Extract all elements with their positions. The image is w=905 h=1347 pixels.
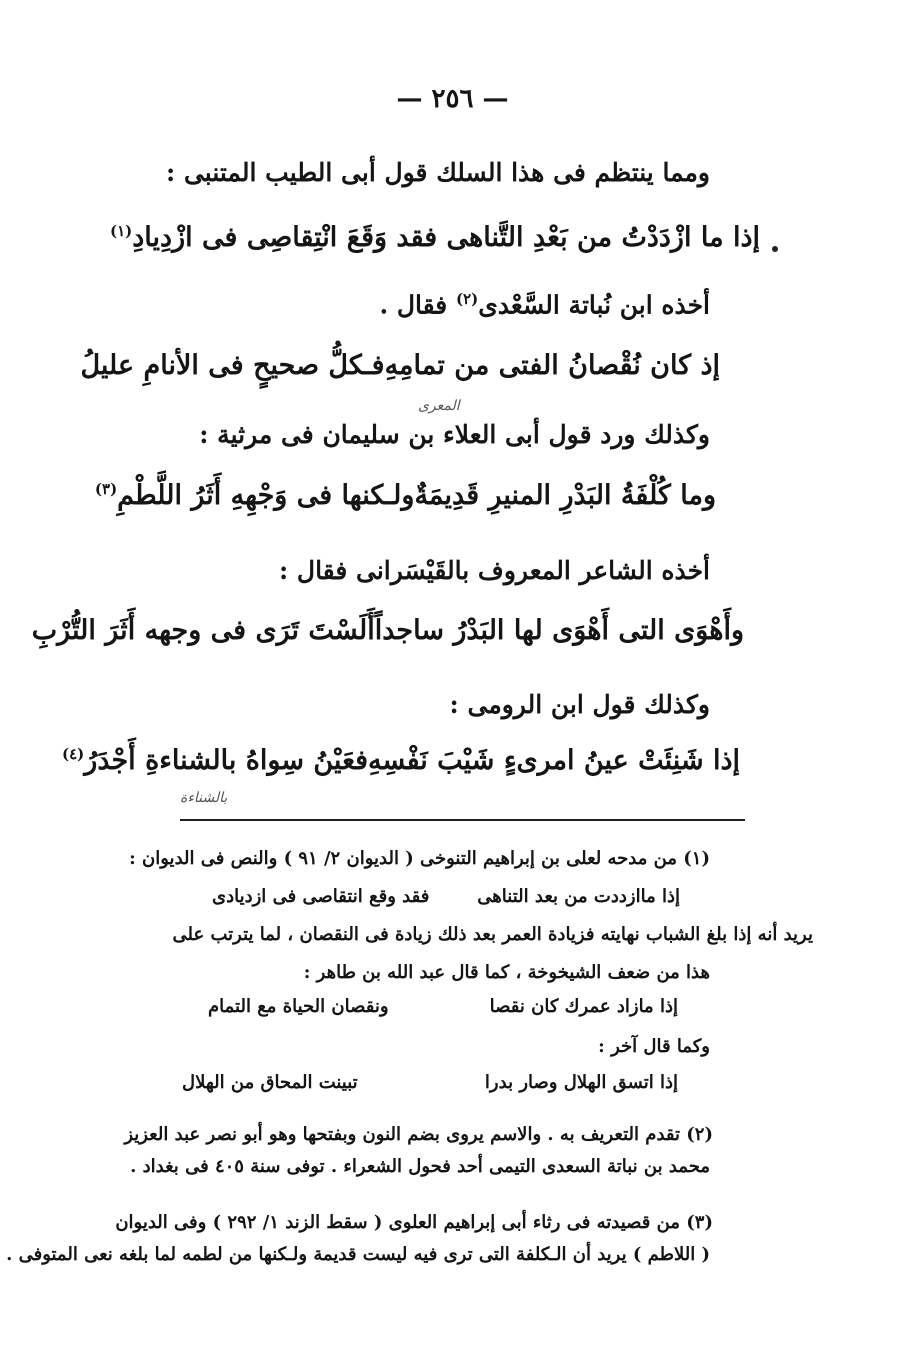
verse-3-hemistich-2: ولـكنها فى وَجْهِهِ أَثَرُ اللَّطْمِ	[117, 480, 415, 511]
footnote-1-line-1: (١) من مدحه لعلى بن إبراهيم التنوخى ( الديوان ٢/ ٩١ ) والنص فى الديوان :	[129, 848, 710, 869]
marginal-note-2: بالشناءة	[180, 790, 228, 806]
footnote-mark-2: (٢)	[455, 290, 479, 308]
verse-3	[94, 480, 716, 511]
intro-2-tail: فقال .	[379, 290, 448, 320]
verse-4-hemistich-1: وأَهْوَى التى أَهْوَى لها البَدْرُ ساجداً	[374, 615, 744, 646]
verse-1-hemistich-2: فقد وَقَعَ انْتِقاصِى فى ازْدِيادِ	[132, 222, 438, 253]
footnote-2-line-2: محمد بن نباتة السعدى التيمى أحد فحول الشعراء . توفى سنة ٤٠٥ فى بغداد .	[130, 1156, 710, 1177]
verse-5-hemistich-2-wrap	[62, 745, 368, 776]
footnote-mark-3: (٣)	[94, 480, 118, 498]
verse-3-hemistich-1: وما كُلْفَةُ البَدْرِ المنيرِ قَدِيمَةٌ	[414, 480, 716, 511]
verse-4	[31, 615, 744, 646]
footnote-3-line-1: (٣) من قصيدته فى رثاء أبى إبراهيم العلوى ( سقط الزند ١/ ٢٩٢ ) وفى الديوان	[115, 1212, 713, 1233]
footnote-1-line-2: يريد أنه إذا بلغ الشباب نهايته فزيادة العمر بعد ذلك زيادة فى النقصان ، لما يترتب على	[172, 924, 813, 945]
footnote-1-verse-2	[208, 996, 678, 1017]
verse-1-hemistich-2-wrap	[110, 222, 437, 253]
intro-line-5: وكذلك قول ابن الرومى :	[449, 690, 710, 719]
footnote-mark-4: (٤)	[62, 745, 85, 763]
intro-line-1: ومما ينتظم فى هذا السلك قول أبى الطيب المتنبى :	[166, 158, 710, 187]
verse-3-hemistich-2-wrap	[95, 480, 415, 511]
verse-5-hemistich-2: فعَيْنُ سِواهُ بالشناءةِ أَجْدَرُ	[84, 745, 369, 776]
intro-2-text: أخذه ابن نُباتة السَّعْدى	[478, 290, 710, 320]
footnote-1-line-3: هذا من ضعف الشيخوخة ، كما قال عبد الله بن طاهر :	[303, 962, 710, 983]
fn1-verse-3-hemistich-2: تبينت المحاق من الهلال	[182, 1072, 358, 1093]
footnote-2-line-1: (٢) تقدم التعريف به . والاسم يروى بضم النون وبفتحها وهو أبو نصر عبد العزيز	[124, 1124, 713, 1145]
fn1-verse-3-hemistich-1: إذا اتسق الهلال وصار بدرا	[484, 1072, 678, 1093]
fn1-verse-2-hemistich-2: ونقصان الحياة مع التمام	[208, 996, 389, 1017]
marginal-note-1: المعرى	[418, 398, 460, 414]
verse-5	[62, 745, 740, 776]
verse-2	[80, 350, 720, 381]
verse-5-hemistich-1: إذا شَنِئَتْ عينُ امرىءٍ شَيْبَ نَفْسِهِ	[368, 745, 740, 776]
bullet-dot-icon	[772, 246, 778, 252]
footnote-1-verse-1	[212, 886, 680, 907]
footnote-1-line-4: وكما قال آخر :	[598, 1036, 710, 1057]
intro-line-3: وكذلك ورد قول أبى العلاء بن سليمان فى مرثية :	[199, 420, 710, 449]
fn1-verse-1-hemistich-1: إذا ماازددت من بعد التناهى	[477, 886, 680, 907]
verse-4-hemistich-2: أَلَسْتَ تَرَى فى وجهه أَثَرَ التُّرْبِ	[31, 615, 375, 646]
verse-2-hemistich-1: إذ كان نُقْصانُ الفتى من تمامِهِ	[384, 350, 720, 381]
footnote-3-line-2: ( اللاطم ) يريد أن الـكلفة التى ترى فيه ليست قديمة ولـكنها من لطمه لما بلغه نعى المتوفى .	[6, 1244, 710, 1265]
intro-line-2	[379, 290, 710, 319]
footnote-divider	[180, 819, 745, 821]
verse-2-hemistich-2: فـكلُّ صحيحٍ فى الأنامِ عليلُ	[80, 350, 385, 381]
footnote-mark-1: (١)	[110, 222, 133, 240]
intro-line-4: أخذه الشاعر المعروف بالقَيْسَرانى فقال :	[278, 556, 710, 585]
fn1-verse-1-hemistich-2: فقد وقع انتقاصى فى ازديادى	[212, 886, 430, 907]
page-number: — ٢٥٦ —	[396, 84, 509, 114]
verse-1-hemistich-1: إذا ما ازْدَدْتُ من بَعْدِ التَّناهى	[446, 222, 760, 253]
footnote-1-verse-3	[182, 1072, 678, 1093]
verse-1	[110, 222, 760, 253]
fn1-verse-2-hemistich-1: إذا مازاد عمرك كان نقصا	[489, 996, 678, 1017]
